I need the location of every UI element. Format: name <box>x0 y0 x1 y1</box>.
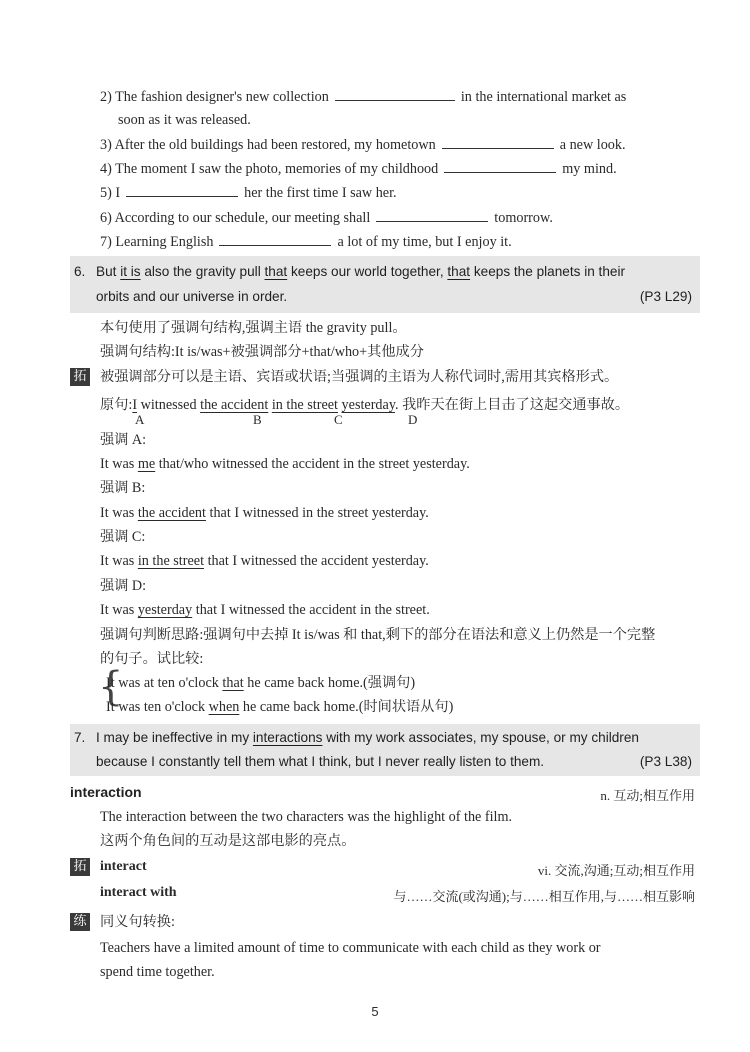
judgement-note: 强调句判断思路:强调句中去掉 It is/was 和 that,剩下的部分在语法和意义上仍然是一个完整 <box>100 627 656 643</box>
label-d: D <box>408 412 418 427</box>
answer-blank[interactable] <box>126 182 238 197</box>
vocab-headword: interaction <box>70 784 142 800</box>
sentence-6-line-1: But it is also the gravity pull that keeps our world together, that keeps the planets in their <box>96 264 625 279</box>
practice-sentence: Teachers have a limited amount of time to communicate with each child as they work or <box>100 940 601 956</box>
label-c: C <box>334 412 343 427</box>
comparison-sentence: It was ten o'clock when he came back home.(时间状语从句) <box>106 699 454 715</box>
exercise-6: 6) According to our schedule, our meeting shall tomorrow. <box>100 207 700 228</box>
vocab-example-en: The interaction between the two characters was the highlight of the film. <box>100 809 513 825</box>
extension-tag-icon: 拓 <box>70 368 90 386</box>
exercise-7: 7) Learning English a lot of my time, but I enjoy it. <box>100 231 700 252</box>
sentence-7-line-2: because I constantly tell them what I think, but I never really listen to them. <box>96 754 545 769</box>
emphasis-example: It was in the street that I witnessed the accident yesterday. <box>100 553 429 569</box>
sentence-number: 7. <box>74 730 86 745</box>
vocab-definition: n. 互动;相互作用 <box>600 788 695 803</box>
original-sentence: 原句:I witnessed the accident in the street yesterday. 我昨天在街上目击了这起交通事故。 <box>100 397 630 413</box>
sentence-7-line-1: I may be ineffective in my interactions with my work associates, my spouse, or my children <box>96 730 639 745</box>
sentence-number: 6. <box>74 264 86 279</box>
related-term-definition: 与……交流(或沟通);与……相互作用,与……相互影响 <box>393 889 695 904</box>
emphasis-label: 强调 B: <box>100 480 146 496</box>
exercise-5: 5) I her the first time I saw her. <box>100 182 700 203</box>
sentence-6-box <box>70 256 700 313</box>
sentence-7-box <box>70 724 700 776</box>
emphasis-example: It was yesterday that I witnessed the accident in the street. <box>100 602 430 618</box>
note-line: 被强调部分可以是主语、宾语或状语;当强调的主语为人称代词时,需用其宾格形式。 <box>100 369 619 385</box>
practice-tag-icon: 练 <box>70 913 90 931</box>
exercise-number: 2) <box>100 89 112 105</box>
extension-tag-icon: 拓 <box>70 858 90 876</box>
practice-sentence: spend time together. <box>100 964 215 980</box>
answer-blank[interactable] <box>219 231 331 246</box>
note-line: 本句使用了强调句结构,强调主语 the gravity pull。 <box>100 320 407 336</box>
emphasis-example: It was me that/who witnessed the accident in the street yesterday. <box>100 456 470 472</box>
vocab-example-cn: 这两个角色间的互动是这部电影的亮点。 <box>100 833 356 849</box>
sentence-6-line-2: orbits and our universe in order. <box>96 289 288 304</box>
exercise-3: 3) After the old buildings had been restored, my hometown a new look. <box>100 134 700 155</box>
answer-blank[interactable] <box>335 86 455 101</box>
source-reference: (P3 L29) <box>639 289 692 304</box>
exercise-2-cont: soon as it was released. <box>118 112 251 128</box>
brace-icon: { <box>98 664 124 710</box>
answer-blank[interactable] <box>442 134 554 149</box>
exercise-2: 2) The fashion designer's new collection in the international market as <box>100 86 700 107</box>
practice-instruction: 同义句转换: <box>100 914 175 930</box>
answer-blank[interactable] <box>444 158 556 173</box>
comparison-sentence: It was at ten o'clock that he came back home.(强调句) <box>106 675 416 691</box>
source-reference: (P3 L38) <box>639 754 692 769</box>
related-term-definition: vi. 交流,沟通;互动;相互作用 <box>537 863 695 878</box>
emphasis-label: 强调 D: <box>100 578 147 594</box>
exercise-4: 4) The moment I saw the photo, memories of my childhood my mind. <box>100 158 700 179</box>
page-number: 5 <box>371 1004 379 1019</box>
related-term: interact <box>100 859 147 874</box>
emphasis-label: 强调 C: <box>100 529 146 545</box>
note-line: 强调句结构:It is/was+被强调部分+that/who+其他成分 <box>100 344 424 360</box>
emphasis-example: It was the accident that I witnessed in the street yesterday. <box>100 505 429 521</box>
answer-blank[interactable] <box>376 207 488 222</box>
label-a: A <box>135 412 145 427</box>
judgement-note: 的句子。试比较: <box>100 651 204 667</box>
emphasis-label: 强调 A: <box>100 432 147 448</box>
label-b: B <box>253 412 262 427</box>
related-term: interact with <box>100 885 177 900</box>
